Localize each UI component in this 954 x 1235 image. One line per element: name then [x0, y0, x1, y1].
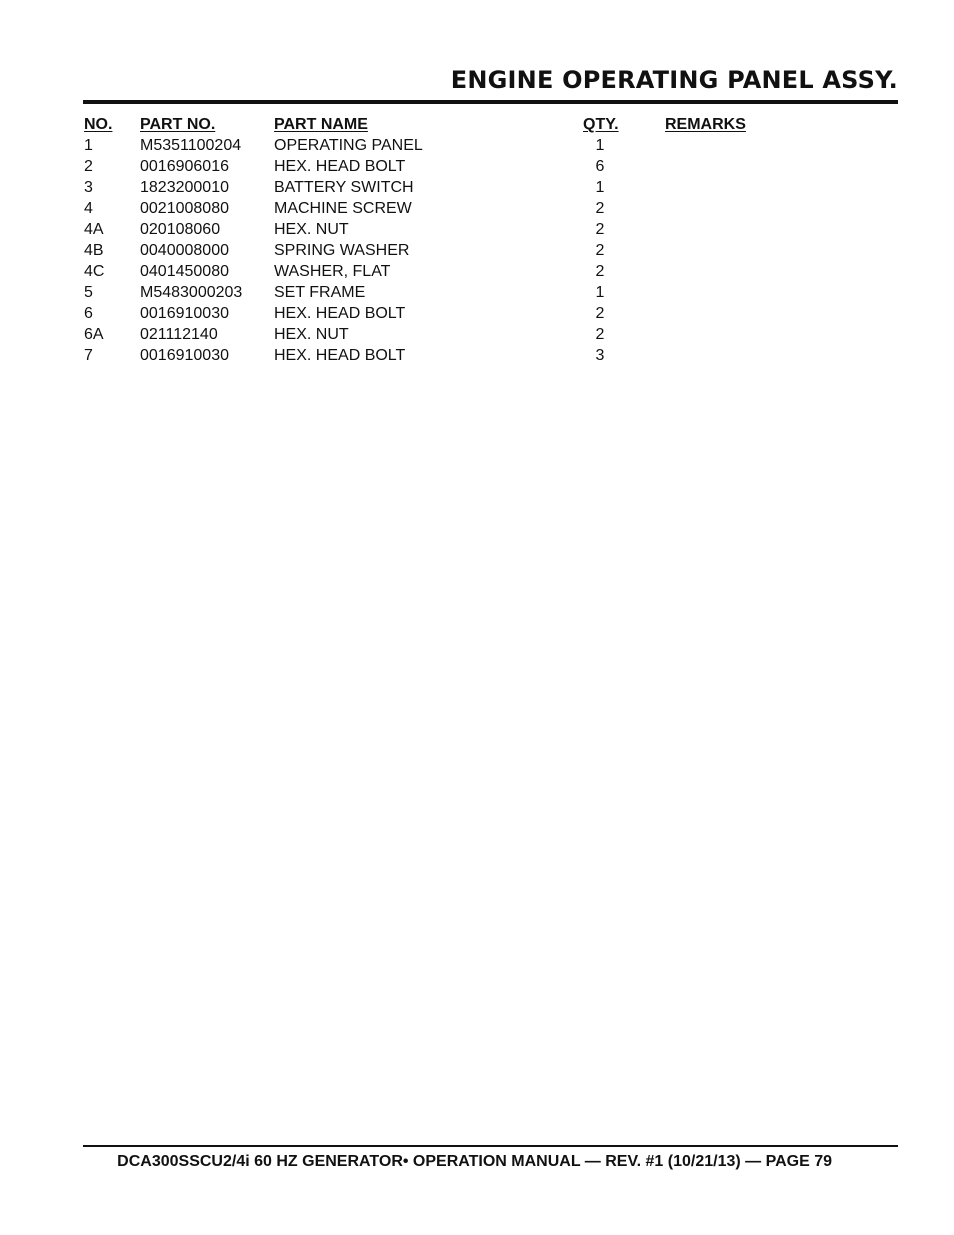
footer-divider: [83, 1145, 898, 1147]
cell-part-name: WASHER, FLAT: [274, 263, 391, 280]
header-remarks: REMARKS: [665, 116, 746, 133]
table-row: [83, 261, 783, 282]
cell-part-name: HEX. HEAD BOLT: [274, 347, 406, 364]
cell-qty: 2: [595, 263, 605, 280]
page-title: ENGINE OPERATING PANEL ASSY.: [450, 66, 898, 94]
cell-qty: 1: [595, 284, 605, 301]
cell-part-no: 1823200010: [140, 179, 229, 196]
cell-no: 3: [84, 179, 93, 196]
cell-qty: 2: [595, 200, 605, 217]
table-row: [83, 156, 783, 177]
cell-no: 4C: [84, 263, 105, 280]
cell-part-no: M5483000203: [140, 284, 243, 301]
header-qty: QTY.: [583, 116, 619, 133]
cell-part-no: 021112140: [140, 326, 218, 343]
cell-no: 4: [84, 200, 93, 217]
cell-part-name: HEX. NUT: [274, 326, 349, 343]
cell-qty: 2: [595, 242, 605, 259]
cell-part-no: 0016910030: [140, 305, 229, 322]
cell-qty: 6: [595, 158, 605, 175]
table-row: [83, 198, 783, 219]
table-row: [83, 303, 783, 324]
table-header-row: [83, 114, 783, 135]
cell-part-no: 0040008000: [140, 242, 229, 259]
table-row: [83, 282, 783, 303]
cell-qty: 2: [595, 221, 605, 238]
cell-qty: 1: [595, 179, 605, 196]
cell-part-name: HEX. HEAD BOLT: [274, 158, 406, 175]
table-row: [83, 324, 783, 345]
cell-part-no: 0021008080: [140, 200, 229, 217]
table-row: [83, 240, 783, 261]
header-part-no: PART NO.: [140, 116, 216, 133]
cell-part-name: OPERATING PANEL: [274, 137, 423, 154]
cell-part-no: 0016910030: [140, 347, 229, 364]
table-row: [83, 219, 783, 240]
cell-qty: 1: [595, 137, 605, 154]
parts-table: [83, 114, 783, 366]
table-row: [83, 135, 783, 156]
cell-no: 1: [84, 137, 93, 154]
cell-no: 4A: [84, 221, 104, 238]
header-no: NO.: [84, 116, 113, 133]
cell-no: 7: [84, 347, 93, 364]
cell-part-name: SPRING WASHER: [274, 242, 410, 259]
table-row: [83, 177, 783, 198]
cell-part-no: 020108060: [140, 221, 221, 238]
cell-no: 2: [84, 158, 93, 175]
cell-part-name: HEX. NUT: [274, 221, 349, 238]
cell-no: 6: [84, 305, 93, 322]
cell-part-name: MACHINE SCREW: [274, 200, 412, 217]
cell-no: 5: [84, 284, 93, 301]
cell-qty: 2: [595, 305, 605, 322]
table-row: [83, 345, 783, 366]
cell-part-name: SET FRAME: [274, 284, 366, 301]
cell-no: 4B: [84, 242, 104, 259]
cell-part-no: 0401450080: [140, 263, 229, 280]
cell-part-no: 0016906016: [140, 158, 229, 175]
cell-no: 6A: [84, 326, 104, 343]
title-divider: [83, 100, 898, 104]
cell-part-name: BATTERY SWITCH: [274, 179, 414, 196]
cell-qty: 3: [595, 347, 605, 364]
cell-part-no: M5351100204: [140, 137, 242, 154]
cell-part-name: HEX. HEAD BOLT: [274, 305, 406, 322]
page-footer: DCA300SSCU2/4i 60 HZ GENERATOR• OPERATION MANUAL — REV. #1 (10/21/13) — PAGE 79: [117, 1153, 832, 1170]
header-part-name: PART NAME: [274, 116, 368, 133]
cell-qty: 2: [595, 326, 605, 343]
